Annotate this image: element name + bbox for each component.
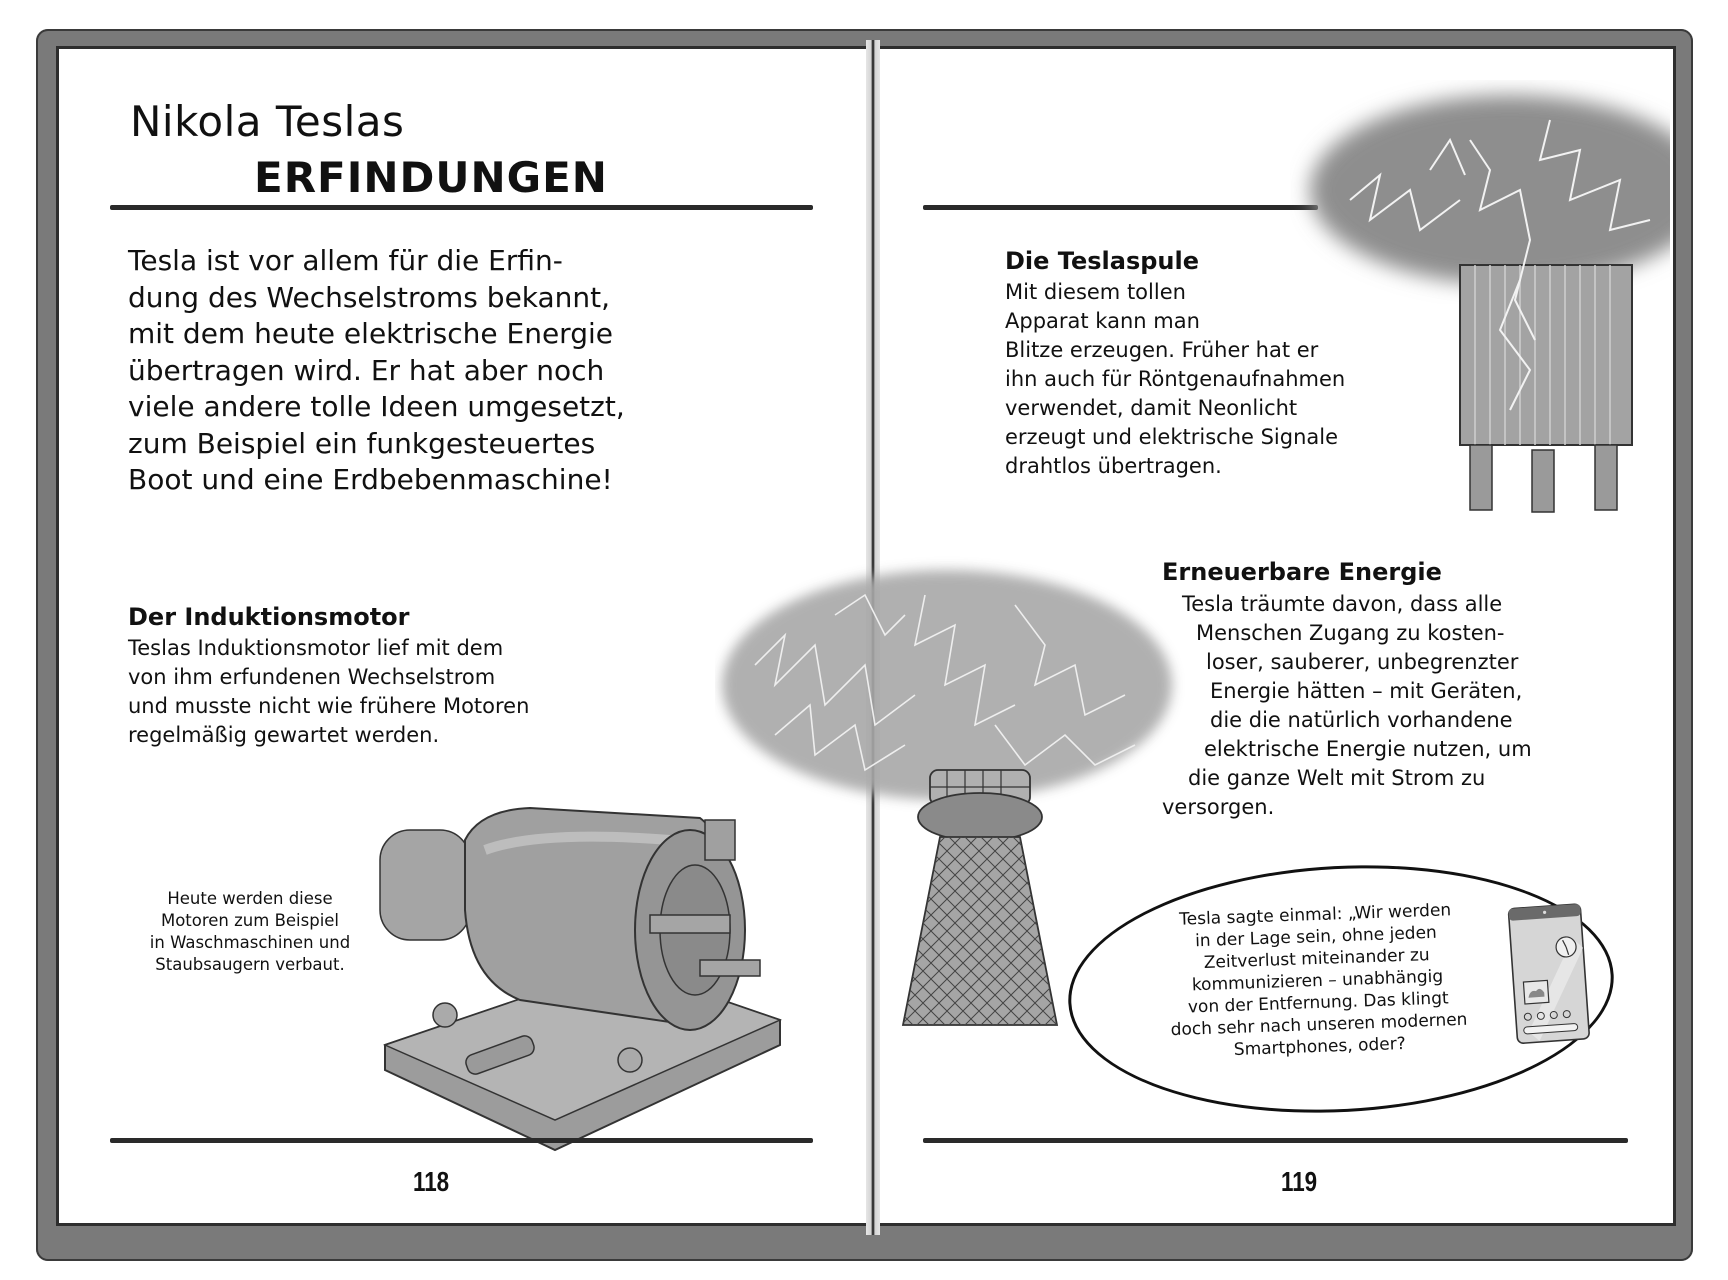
coil-line: drahtlos übertragen. [1005,454,1222,478]
intro-line: Boot und eine Erdbebenmaschine! [128,463,613,496]
smartphone-illustration [1505,900,1600,1050]
intro-line: übertragen wird. Er hat aber noch [128,353,605,387]
intro-line: viele andere tolle Ideen umgesetzt, [128,390,625,423]
energy-line: loser, sauberer, unbegrenzter [1206,650,1519,674]
intro-line: dung des Wechselstroms bekannt, [128,280,611,314]
coil-line: Blitze erzeugen. Früher hat er [1005,338,1319,362]
intro-line: zum Beispiel ein funkgesteuertes [128,426,596,460]
energy-line: Energie hätten – mit Geräten, [1210,679,1523,703]
tesla-coil-illustration [1290,80,1670,520]
energy-line: elektrische Energie nutzen, um [1204,737,1532,761]
page-number-left: 118 [413,1166,450,1197]
intro-line: Tesla ist vor allem für die Erfin- [128,244,563,277]
motor-paragraph [128,634,529,750]
intro-paragraph [128,243,728,499]
energy-line: versorgen. [1162,795,1275,819]
motor-heading: Der Induktionsmotor [128,603,410,631]
motor-line: Teslas Induktionsmotor lief mit dem [128,636,504,660]
energy-line: die ganze Welt mit Strom zu [1188,766,1486,790]
quote-line: von der Entfernung. Das klingt [1187,988,1449,1018]
intro-line: mit dem heute elektrische Energie [128,317,613,350]
page-number-right: 119 [1281,1166,1318,1197]
caption-line: Staubsaugern verbaut. [155,955,345,974]
energy-line: Menschen Zugang zu kosten- [1196,621,1505,645]
caption-line: in Waschmaschinen und [149,933,351,952]
caption-line: Heute werden diese [167,889,333,908]
quote-line: Smartphones, oder? [1233,1033,1407,1060]
coil-line: verwendet, damit Neonlicht [1005,396,1298,420]
coil-line: Apparat kann man [1005,309,1200,333]
quote-line: kommunizieren – unabhängig [1191,966,1444,996]
motor-line: regelmäßig gewartet werden. [128,723,440,747]
coil-line: ihn auch für Röntgenaufnahmen [1005,367,1346,391]
page-title-line-1: Nikola Teslas [130,97,405,146]
energy-paragraph [1162,590,1532,822]
quote-line: in der Lage sein, ohne jeden [1194,922,1438,952]
quote-line: Zeitverlust miteinander zu [1203,945,1430,973]
coil-heading: Die Teslaspule [1005,247,1200,275]
quote-line: doch sehr nach unseren modernen [1170,1009,1468,1041]
energy-line: die die natürlich vorhandene [1210,708,1513,732]
motor-line: von ihm erfundenen Wechselstrom [128,665,496,689]
motor-caption [120,888,380,976]
footer-rule-right [923,1138,1628,1143]
page-title-line-2: ERFINDUNGEN [254,153,608,202]
quote-line: Tesla sagte einmal: „Wir werden [1178,900,1452,930]
title-rule [110,205,813,210]
title-rule-right [923,205,1318,210]
caption-line: Motoren zum Beispiel [160,911,340,930]
coil-line: erzeugt und elektrische Signale [1005,425,1339,449]
coil-paragraph [1005,278,1345,481]
tesla-quote [1132,898,1502,1065]
energy-heading: Erneuerbare Energie [1162,558,1442,586]
coil-line: Mit diesem tollen [1005,280,1186,304]
footer-rule-left [110,1138,813,1143]
energy-line: Tesla träumte davon, dass alle [1182,592,1503,616]
motor-line: und musste nicht wie frühere Motoren [128,694,530,718]
